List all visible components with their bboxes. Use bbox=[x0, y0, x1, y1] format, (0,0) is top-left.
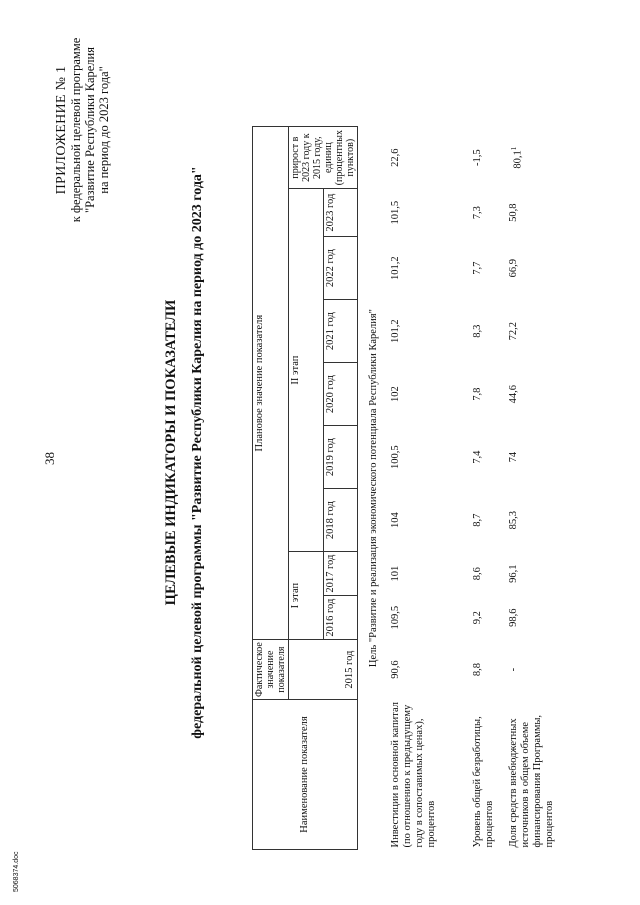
header-planned: Плановое значение показателя bbox=[253, 127, 289, 640]
header-year-2019: 2019 год bbox=[323, 426, 358, 489]
value-2017: 96,1 bbox=[508, 564, 519, 583]
table-row bbox=[506, 127, 572, 850]
goal-row: Цель "Развитие и реализация экономического потенциала Республики Карелия" bbox=[368, 309, 379, 668]
indicator-name: Инвестиции в основной капитал (по отношению к предыдущему году в сопоставимых ценах), процентов bbox=[390, 702, 437, 848]
value-2017: 8,6 bbox=[472, 567, 483, 581]
header-growth: прирост в 2023 году к 2015 году, единиц (процентных пунктов) bbox=[289, 127, 358, 189]
page-number: 38 bbox=[42, 452, 57, 465]
value-2020: 7,8 bbox=[472, 387, 483, 401]
value-growth: 22,6 bbox=[390, 148, 401, 167]
header-year-2015: 2015 год bbox=[289, 640, 358, 700]
value-2020: 44,6 bbox=[508, 384, 519, 404]
appendix-heading: ПРИЛОЖЕНИЕ № 1 bbox=[54, 65, 69, 195]
value-2015: 8,8 bbox=[472, 663, 483, 677]
value-2023: 50,8 bbox=[508, 203, 519, 222]
header-year-2016: 2016 год bbox=[323, 596, 358, 640]
header-name: Наименование показателя bbox=[253, 700, 358, 850]
header-year-2023: 2023 год bbox=[323, 189, 358, 237]
indicator-name: Уровень общей безработицы, процентов bbox=[472, 716, 495, 848]
appendix-line: "Развитие Республики Карелия bbox=[83, 47, 97, 213]
value-growth: -1,5 bbox=[472, 149, 483, 166]
value-2022: 101,2 bbox=[390, 256, 401, 280]
appendix-line: к федеральной целевой программе bbox=[69, 37, 83, 223]
value-2015: - bbox=[508, 667, 519, 672]
header-year-2022: 2022 год bbox=[323, 237, 358, 300]
value-2019: 74 bbox=[508, 451, 519, 463]
value-2018: 8,7 bbox=[472, 513, 483, 527]
table-row bbox=[470, 127, 506, 850]
value-growth bbox=[506, 127, 572, 189]
appendix-block bbox=[55, 5, 111, 255]
value-2019: 7,4 bbox=[472, 450, 483, 464]
value-growth-number: 80,1 bbox=[512, 150, 524, 169]
appendix-line: на период до 2023 года" bbox=[97, 66, 111, 194]
value-2020: 102 bbox=[390, 386, 401, 403]
value-2016: 9,2 bbox=[472, 611, 483, 625]
footer-text: 5068374.doc bbox=[13, 851, 20, 892]
table-row bbox=[388, 127, 470, 850]
value-2018: 85,3 bbox=[508, 510, 519, 530]
value-2016: 98,6 bbox=[508, 608, 519, 627]
value-2019: 100,5 bbox=[390, 445, 401, 469]
value-2022: 66,9 bbox=[508, 258, 519, 278]
header-year-2018: 2018 год bbox=[323, 489, 358, 552]
value-2015: 90,6 bbox=[390, 660, 401, 679]
value-2021: 72,2 bbox=[508, 321, 519, 341]
value-2021: 101,2 bbox=[390, 319, 401, 343]
header-stage1: I этап bbox=[289, 552, 324, 640]
header-year-2017: 2017 год bbox=[323, 552, 358, 596]
indicators-table bbox=[252, 126, 572, 850]
indicator-name: Доля средств внебюджетных источников в общем объеме финансирования Программы, процентов bbox=[508, 714, 555, 848]
document-title: ЦЕЛЕВЫЕ ИНДИКАТОРЫ И ПОКАЗАТЕЛИ bbox=[163, 299, 179, 606]
value-2017: 101 bbox=[390, 565, 401, 582]
header-actual: Фактическое значение показателя bbox=[253, 640, 289, 700]
header-year-2021: 2021 год bbox=[323, 300, 358, 363]
document-subtitle: федеральной целевой программы "Развитие Республики Карелия на период до 2023 года" bbox=[190, 166, 205, 739]
header-stage2: II этап bbox=[289, 189, 324, 552]
header-year-2020: 2020 год bbox=[323, 363, 358, 426]
footnote-marker: 1 bbox=[510, 146, 518, 151]
value-2022: 7,7 bbox=[472, 261, 483, 275]
value-2018: 104 bbox=[390, 512, 401, 529]
value-2016: 109,5 bbox=[390, 605, 401, 630]
value-2023: 101,5 bbox=[390, 200, 401, 225]
value-2021: 8,3 bbox=[472, 324, 483, 338]
value-2023: 7,3 bbox=[472, 206, 483, 220]
